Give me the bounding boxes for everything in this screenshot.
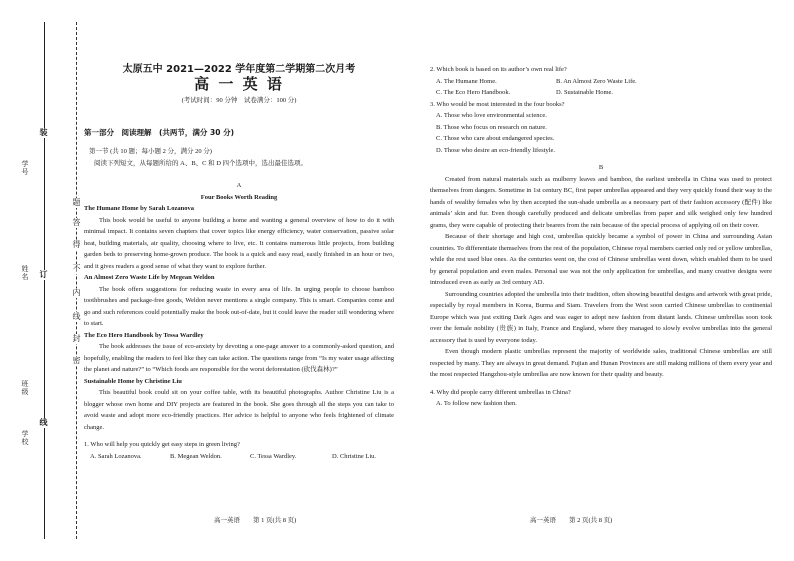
passage-paragraph: Surrounding countries adopted the umbrella into their tradition, often showing beautiful designs and artwork with great pride, especially by royal members in Korea, Burma and Siam. Travelers from the West soon carried Chinese umbrellas to continental Europe which was just exiting Dark Ages and was eager to adopt new fashion from distant lands. Chinese umbrellas soon took over the female nobility (贵族) in Italy, France and England, where they managed to slowly evolve umbrellas into the general accessory that is used by everyone today. bbox=[430, 290, 772, 344]
page-footer: 高一英语 第 1 页(共 8 页) bbox=[214, 517, 297, 524]
question-stem: 2. Which book is based on its author’s own real life? bbox=[430, 66, 567, 73]
margin-seal-char: 密 bbox=[72, 356, 81, 365]
page-2-body bbox=[430, 64, 772, 410]
book-heading: The Humane Home by Sarah Lozanova bbox=[84, 205, 194, 212]
option: C. Those who care about endangered species. bbox=[436, 135, 555, 142]
subject-title: 高 一 英 语 bbox=[194, 75, 284, 93]
school-label: 学校 bbox=[21, 430, 29, 446]
option: B. Megean Weldon. bbox=[170, 452, 222, 460]
page-footer: 高一英语 第 2 页(共 8 页) bbox=[530, 517, 613, 524]
part-title: 第一部分 阅读理解 (共两节，满分 30 分) bbox=[84, 128, 235, 137]
option: A. Sarah Lozanova. bbox=[90, 452, 142, 460]
margin-seal-char: 内 bbox=[72, 288, 81, 297]
option: C. The Eco Hero Handbook. bbox=[436, 89, 511, 96]
book-description: The book addresses the issue of eco-anxiety by devoting a one-page answer to a commonly-asked question, and hopefully, enabling the readers to feel like they can take action. The questions range from “Is my water usage affecting the planet and nature?” to “Which foods are responsible for the worst deforestation (砍伐森林)?” bbox=[84, 343, 394, 373]
option: C. Tessa Wardley. bbox=[250, 452, 297, 460]
question-stem: 4. Why did people carry different umbrellas in China? bbox=[430, 388, 571, 396]
passage-title: Four Books Worth Reading bbox=[200, 193, 278, 201]
margin-seal-char: 不 bbox=[72, 264, 81, 273]
question-stem: 1. Who will help you quickly get easy steps in green living? bbox=[84, 441, 240, 448]
option: D. Sustainable Home. bbox=[556, 89, 614, 96]
book-heading: Sustainable Home by Christine Liu bbox=[84, 377, 182, 385]
binding-line-dashed bbox=[76, 22, 77, 539]
binding-margin bbox=[0, 0, 80, 561]
margin-bold-char: 装 bbox=[39, 128, 48, 137]
page-1 bbox=[84, 0, 394, 561]
option: B. Those who focus on research on nature. bbox=[436, 123, 547, 131]
question-options bbox=[430, 87, 772, 99]
option: B. An Almost Zero Waste Life. bbox=[556, 77, 637, 85]
passage-paragraph: Because of their shortage and high cost, umbrellas quickly became a symbol of power in China and surrounding Asian countries. To differentiate themselves from the rest of the population, Chinese royal members carried only red or yellow umbrellas, while the rest used blue ones. As the centuries went on, the cost of Chinese umbrellas went down, which enabled them to be used by general population and even males. Personal use was not the only application for umbrellas, and many creative designs were introduced even as early as 3rd century AD. bbox=[430, 233, 772, 286]
margin-seal-char: 答 bbox=[72, 218, 81, 227]
exam-meta: (考试时间：90 分钟 试卷满分：100 分) bbox=[181, 97, 297, 104]
book-description: This book would be useful to anyone building a home and wanting a general overview of how to do it with minimal impact. It contains seven chapters that cover topics like energy efficiency, water conservation, passive solar heat, building materials, air quality, choosing where to live, etc. It contains numerous little projects, from building garden beds to preserving home-grown produce. The book is a quick and easy read, easily finished in an hour or two, and it gives readers a good sense of what they want to explore further. bbox=[84, 216, 394, 270]
book-heading: An Almost Zero Waste Life by Megean Weldon bbox=[84, 274, 215, 281]
question-stem: 3. Who would be most interested in the four books? bbox=[430, 100, 565, 108]
exam-title: 太原五中 2021—2022 学年度第二学期第二次月考 bbox=[122, 64, 356, 75]
binding-line-solid bbox=[44, 22, 45, 539]
margin-bold-char: 订 bbox=[39, 270, 48, 279]
option: A. The Humane Home. bbox=[436, 77, 497, 85]
class-label: 班级 bbox=[21, 380, 29, 396]
passage-paragraph: Created from natural materials such as mulberry leaves and bamboo, the earliest umbrella in China was used to protect themselves from dangers. Sometime in 1st century BC, first paper umbrellas appeared and they very quickly found their way to the hands of wealthy females who by then accepted the sun-shade umbrella as a necessary part of their fashion accessory (配件) like animals’ skin and fur. Even though carefully produced and delicate umbrellas from paper and silk weighed only few hundred grams, they were capable of protecting their bearers from the rain because of the special process of applying oil on their cover. bbox=[430, 175, 772, 229]
option: A. To follow new fashion then. bbox=[436, 400, 517, 407]
margin-seal-char: 得 bbox=[72, 240, 81, 249]
margin-seal-char: 线 bbox=[72, 312, 81, 321]
passage-letter: B bbox=[598, 164, 604, 171]
student-id-label: 学号 bbox=[21, 160, 29, 176]
option: D. Christine Liu. bbox=[332, 452, 377, 460]
option: A. Those who love environmental science. bbox=[436, 112, 547, 119]
page-2 bbox=[430, 0, 772, 561]
book-heading: The Eco Hero Handbook by Tessa Wardley bbox=[84, 331, 204, 339]
passage-a bbox=[84, 180, 394, 462]
section-title: 第一节 (共 10 题；每小题 2 分，满分 20 分) bbox=[89, 148, 212, 155]
passage-paragraph: Even though modern plastic umbrellas represent the majority of worldwide sales, traditional Chinese umbrellas are still respected by many. They are always in great demand. Fujian and Hunan Provinces are still making millions of them every year and the most respected Hangzhou-style umbrellas are now known for their quality and beauty. bbox=[430, 348, 772, 378]
book-description: The book offers suggestions for reducing waste in every area of life. In urging people to choose bamboo toothbrushes and package-free goods, Weldon never mentions a single company. This is smart. Companies come and go and such references could potentially make the book out-of-date, but it could leave the reader still wondering where to start. bbox=[84, 285, 394, 327]
question-options bbox=[84, 451, 394, 463]
margin-seal-char: 封 bbox=[72, 334, 81, 343]
margin-bold-char: 线 bbox=[39, 418, 48, 427]
name-label: 姓名 bbox=[21, 265, 29, 281]
question-options bbox=[430, 76, 772, 88]
option: D. Those who desire an eco-friendly lifestyle. bbox=[436, 146, 556, 154]
section-instructions: 阅读下列短文，从每题所给的 A、B、C 和 D 四个选项中，选出最佳选项。 bbox=[94, 160, 308, 167]
passage-letter: A bbox=[236, 182, 242, 189]
margin-seal-char: 题 bbox=[72, 198, 81, 207]
book-description: This beautiful book could sit on your coffee table, with its beautiful photographs. Author Christine Liu is a blogger whose own home and DIY projects are featured in the book. She goes through all the steps you can take to avoid waste and adopt more eco-friendly practices. Her advice is helpful to anyone who feels frightened of climate change. bbox=[84, 389, 394, 431]
